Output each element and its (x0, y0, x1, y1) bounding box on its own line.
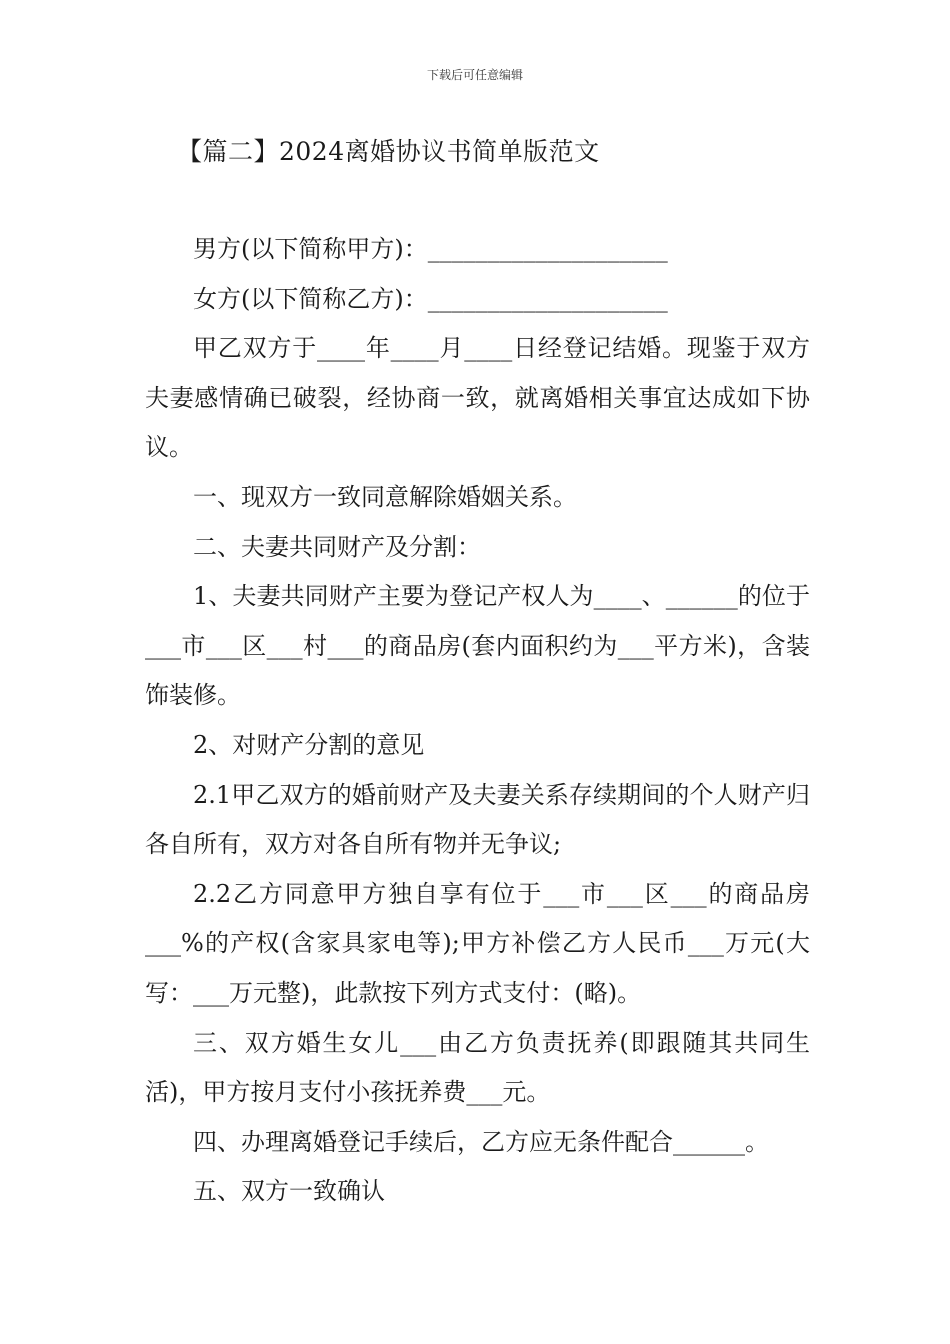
paragraph-clause-2: 二、夫妻共同财产及分割： (193, 532, 481, 561)
paragraph-preamble: 甲乙双方于____年____月____日经登记结婚。现鉴于双方夫妻感情确已破裂，经协商一致，就离婚相关事宜达成如下协议。 (145, 334, 810, 462)
header-note: 下载后可任意编辑 (426, 68, 523, 82)
document-body (145, 225, 810, 1217)
paragraph-clause-2-2: 2、对财产分割的意见 (193, 730, 425, 759)
paragraph-party-b: 女方(以下简称乙方)：____________________ (193, 284, 668, 313)
document-title: 【篇二】2024离婚协议书简单版范文 (177, 137, 600, 166)
paragraph-clause-3: 三、双方婚生女儿___由乙方负责抚养(即跟随其共同生活)，甲方按月支付小孩抚养费___元。 (145, 1028, 810, 1107)
paragraph-clause-2-2-1: 2.1甲乙双方的婚前财产及夫妻关系存续期间的个人财产归各自所有，双方对各自所有物并无争议; (145, 780, 810, 859)
paragraph-clause-2-2-2: 2.2乙方同意甲方独自享有位于___市___区___的商品房___%的产权(含家具家电等);甲方补偿乙方人民币___万元(大写：___万元整)，此款按下列方式支付：(略)。 (145, 879, 810, 1007)
paragraph-clause-5: 五、双方一致确认 (193, 1177, 385, 1206)
paragraph-party-a: 男方(以下简称甲方)：____________________ (193, 235, 668, 263)
paragraph-clause-4: 四、办理离婚登记手续后，乙方应无条件配合______。 (193, 1127, 769, 1156)
paragraph-clause-1: 一、现双方一致同意解除婚姻关系。 (193, 482, 577, 511)
paragraph-clause-2-1: 1、夫妻共同财产主要为登记产权人为____、______的位于___市___区___村___的商品房(套内面积约为___平方米)，含装饰装修。 (145, 582, 810, 710)
